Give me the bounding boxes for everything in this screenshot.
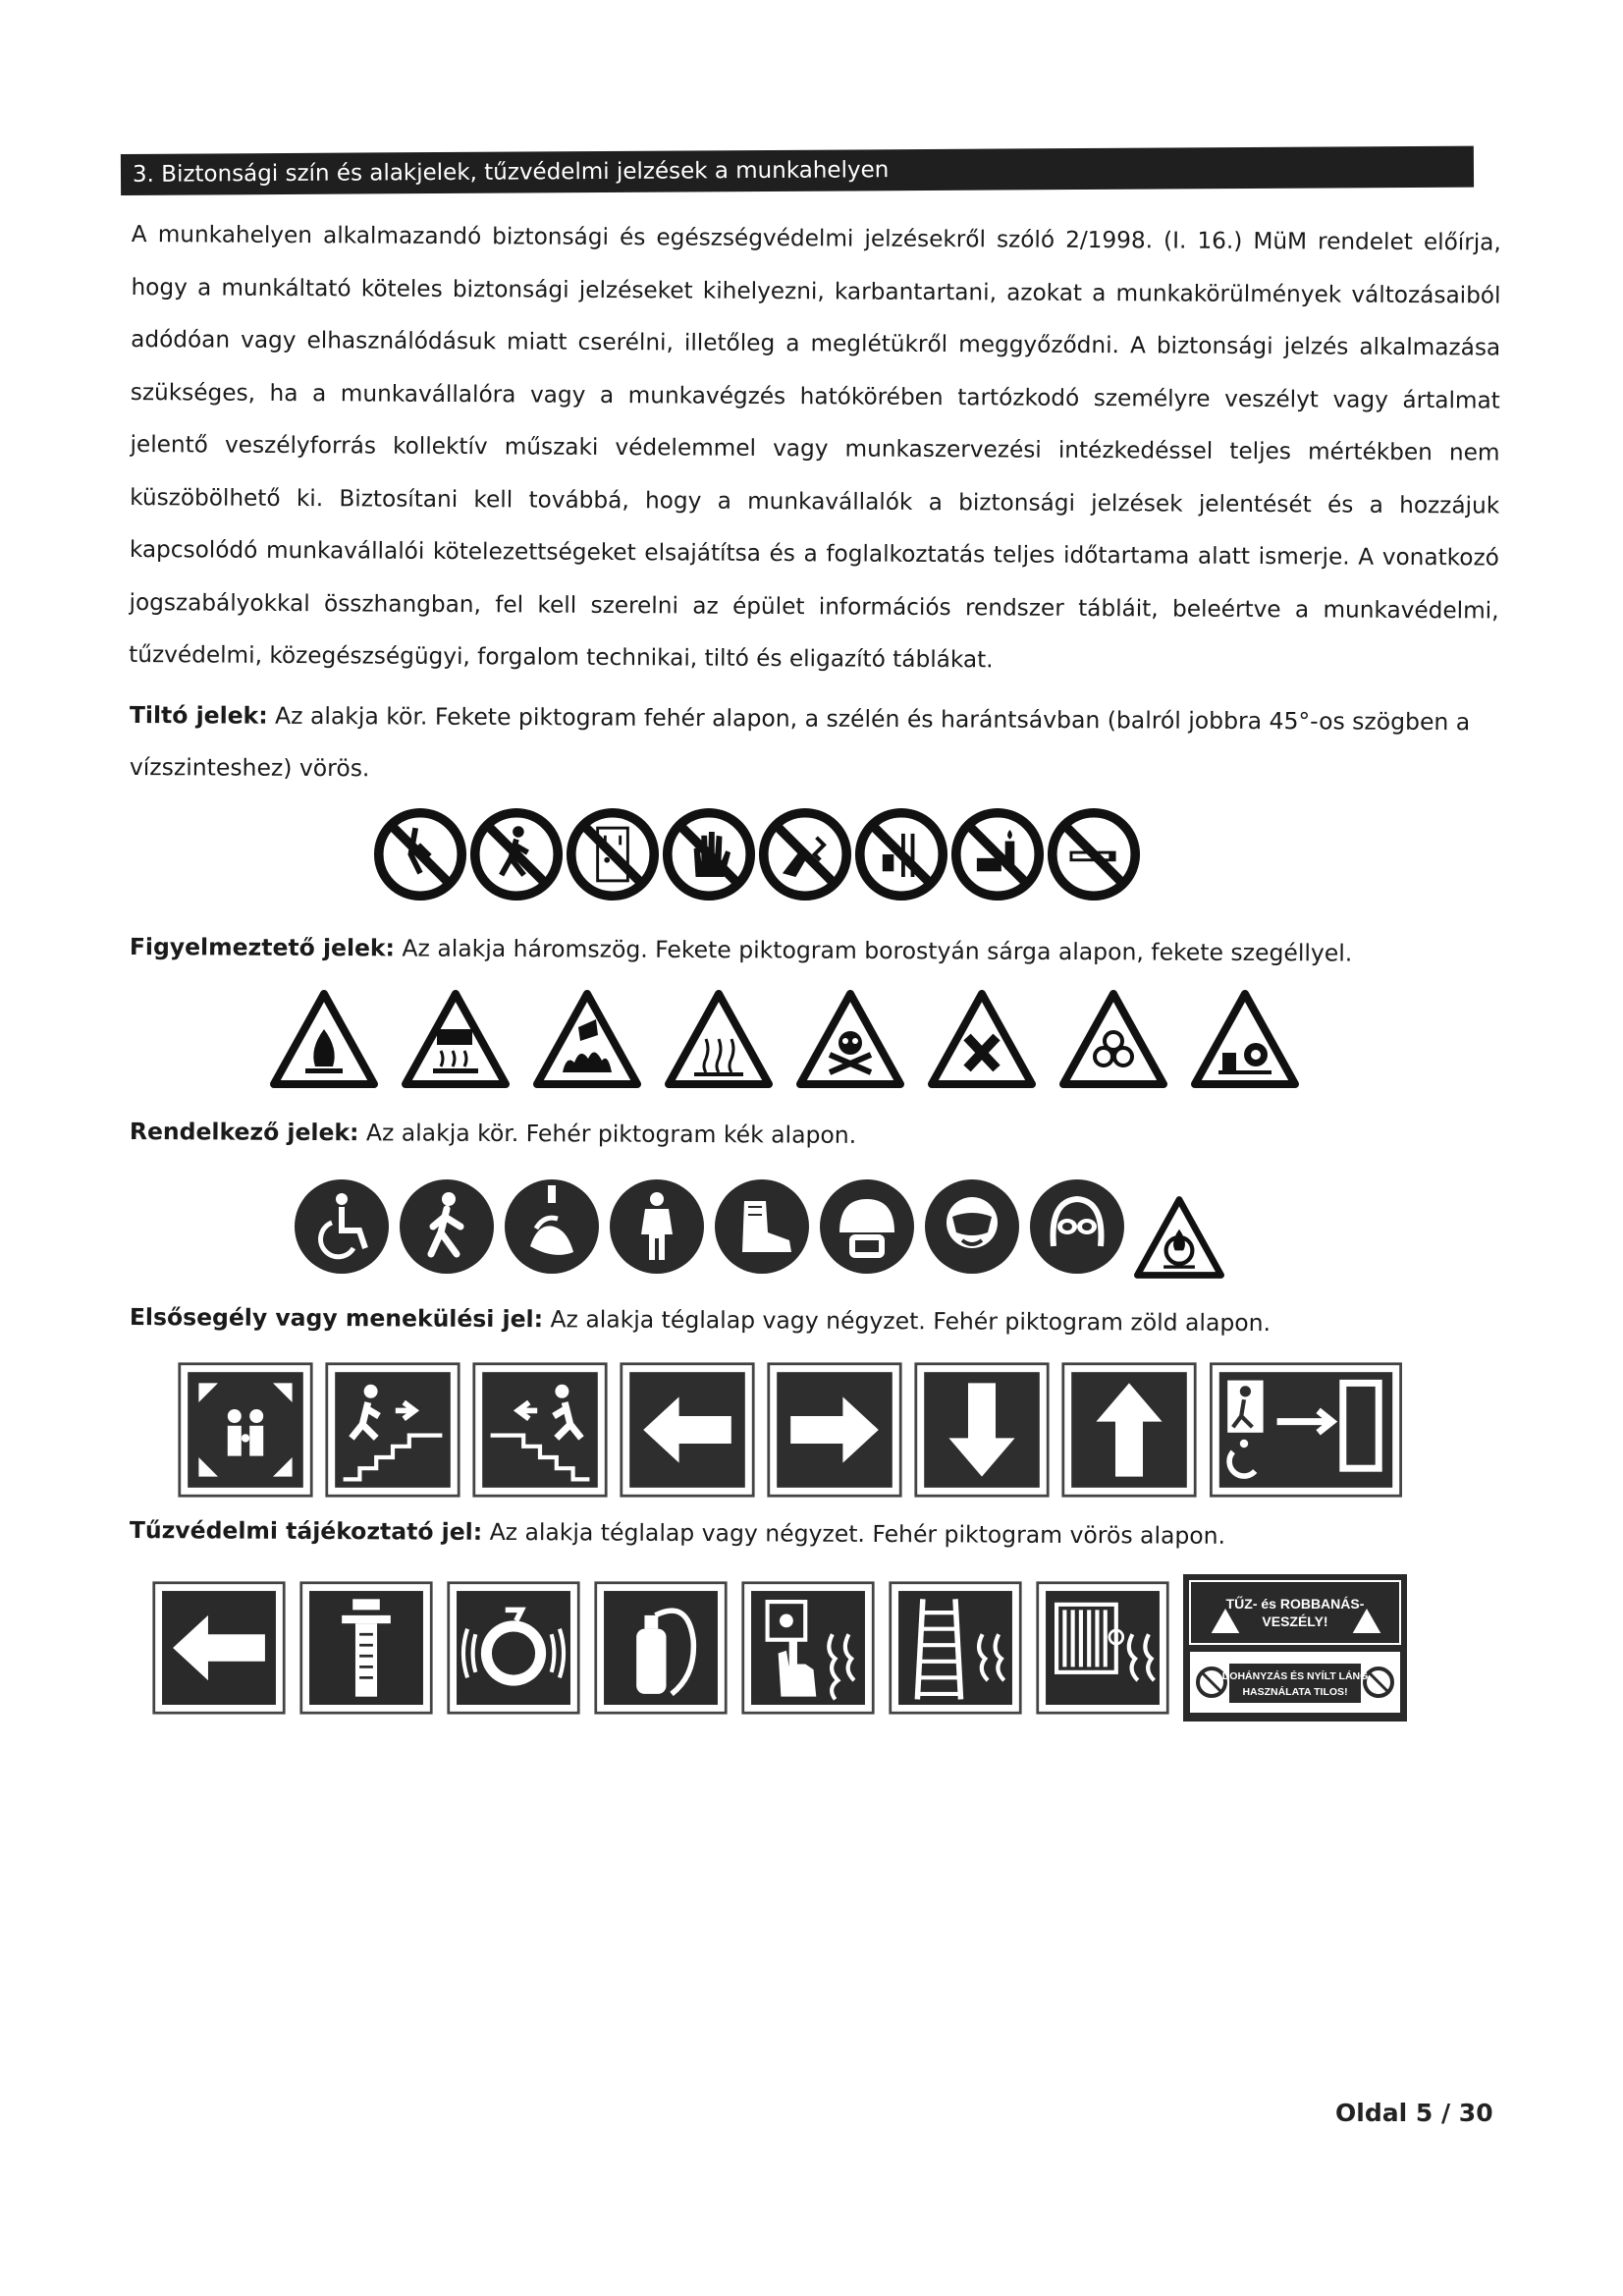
fire-extinguisher-icon <box>593 1580 729 1716</box>
head-protection-icon <box>818 1177 916 1276</box>
no-hand-in-machine-icon <box>758 807 852 902</box>
mandatory-label: Rendelkező jelek: <box>129 1118 359 1147</box>
flammable-icon <box>270 990 378 1088</box>
toxic-icon <box>796 990 904 1088</box>
firstaid-heading <box>130 1301 1524 1339</box>
safety-boots-icon <box>713 1177 811 1276</box>
firstaid-signs-row <box>177 1361 1404 1499</box>
fire-signs-row <box>151 1573 1408 1722</box>
wash-hands-icon <box>503 1177 601 1276</box>
do-not-touch-icon <box>662 807 756 902</box>
panel-top-text-line2: VESZÉLY! <box>1262 1613 1328 1629</box>
warning-signs-row <box>270 990 1299 1088</box>
eye-protection-icon <box>1028 1177 1126 1276</box>
emergency-exit-icon <box>1208 1361 1404 1499</box>
section-header: 3. Biztonsági szín és alakjelek, tűzvédelmi jelzések a munkahelyen <box>121 146 1474 195</box>
wheelchair-icon <box>293 1177 391 1276</box>
corrosive-icon <box>1191 990 1299 1088</box>
no-open-flame-icon <box>950 807 1045 902</box>
no-eating-drinking-icon <box>854 807 948 902</box>
hot-liquid-icon <box>665 990 773 1088</box>
pedestrian-route-icon <box>398 1177 496 1276</box>
prohibition-heading <box>130 699 1524 738</box>
fire-label: Tűzvédelmi tájékoztató jel: <box>129 1516 483 1546</box>
intro-paragraph: A munkahelyen alkalmazandó biztonsági és egészségvédelmi jelzésekről szóló 2/1998. (I. 16.) MüM rendelet előírja, hogy a munkáltató köteles biztonsági jelzéseket kihelyezni, karbantartani, azokat a munkakörülmények változásaiból adódóan vagy elhasználódásuk miatt cserélni, illetőleg a meglétükről meggyőződni. A biztonsági jelzés alkalmazása szükséges, ha a munkavállalóra vagy a munkavégzés hatókörében tartózkodó személyre veszélyt vagy ártalmat jelentő veszélyforrás kollektív műszaki védelemmel vagy munkaszervezési intézkedéssel teljes mértékben nem küszöbölhető ki. Biztosítani kell továbbá, hogy a munkavállalók a biztonsági jelzések jelentését és a hozzájuk kapcsolódó munkavállalói kötelezettségeket elsajátítsa és a foglalkoztatás teljes időtartama alatt ismerje. A vonatkozó jogszabályokkal összhangban, fel kell szerelni az épület információs rendszer tábláit, beleértve a munkavédelmi, tűzvédelmi, közegészségügyi, forgalom technikai, tiltó és eligazító táblákat. <box>129 220 1501 674</box>
arrow-down-icon <box>913 1361 1051 1499</box>
escape-stairs-up-icon <box>471 1361 609 1499</box>
fire-ladder-icon <box>888 1580 1023 1716</box>
prohibition-signs-row <box>373 807 1141 902</box>
hot-surface-icon <box>402 990 510 1088</box>
assembly-point-icon <box>177 1361 314 1499</box>
arrow-left-icon <box>619 1361 756 1499</box>
fire-hydrant-icon <box>298 1580 434 1716</box>
harmful-irritant-icon <box>928 990 1036 1088</box>
firstaid-text: Az alakja téglalap vagy négyzet. Fehér piktogram zöld alapon. <box>542 1305 1271 1338</box>
no-pedestrian-crossing-icon <box>373 807 467 902</box>
fire-hazard-icon <box>533 990 641 1088</box>
no-smoking-icon <box>1047 807 1141 902</box>
mandatory-text: Az alakja kör. Fehér piktogram kék alapon. <box>358 1119 857 1149</box>
biohazard-icon <box>1059 990 1167 1088</box>
prohibition-text-2: vízszinteshez) vörös. <box>129 753 370 783</box>
protective-clothing-icon <box>608 1177 706 1276</box>
warning-text: Az alakja háromszög. Fekete piktogram borostyán sárga alapon, fekete szegéllyel. <box>394 934 1353 967</box>
fire-explosion-warning-panel-icon <box>1182 1573 1408 1722</box>
arrow-right-icon <box>766 1361 903 1499</box>
mandatory-heading <box>130 1116 1524 1154</box>
no-elevator-use-icon <box>566 807 660 902</box>
oxidizer-warning-icon <box>1134 1196 1224 1279</box>
fire-arrow-left-icon <box>151 1580 287 1716</box>
arrow-up-icon <box>1060 1361 1198 1499</box>
fire-hose-icon <box>1035 1580 1170 1716</box>
prohibition-text-1: Az alakja kör. Fekete piktogram fehér alapon, a szélén és harántsávban (balról jobbra 45°-os szögben a <box>267 701 1471 737</box>
warning-heading <box>130 931 1524 969</box>
respirator-icon <box>923 1177 1021 1276</box>
no-pedestrians-icon <box>469 807 564 902</box>
panel-bottom-text-line2: HASZNÁLATA TILOS! <box>1242 1686 1348 1698</box>
fire-heading <box>130 1514 1524 1553</box>
panel-bottom-text-line1: DOHÁNYZÁS ÉS NYÍLT LÁNG <box>1221 1670 1369 1682</box>
firstaid-label: Elsősegély vagy menekülési jel: <box>129 1303 544 1334</box>
page-number: Oldal 5 / 30 <box>1335 2099 1493 2127</box>
prohibition-label: Tiltó jelek: <box>129 701 268 730</box>
fire-text: Az alakja téglalap vagy négyzet. Fehér piktogram vörös alapon. <box>482 1517 1226 1550</box>
mandatory-signs-row <box>293 1175 1224 1279</box>
warning-label: Figyelmeztető jelek: <box>129 933 396 962</box>
fire-alarm-button-icon <box>740 1580 876 1716</box>
escape-stairs-down-icon <box>324 1361 461 1499</box>
fire-alarm-bell-icon <box>446 1580 581 1716</box>
panel-top-text-line1: TŰZ- és ROBBANÁS- <box>1225 1596 1365 1612</box>
